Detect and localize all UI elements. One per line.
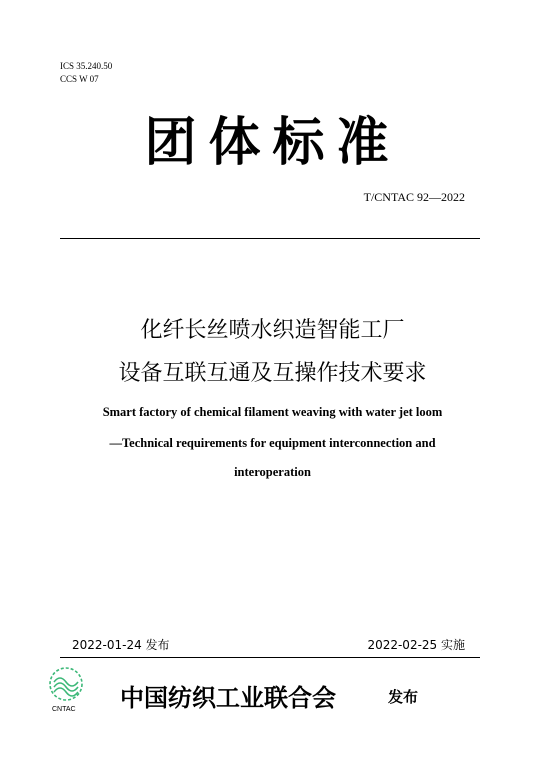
english-title-line-2: —Technical requirements for equipment interconnection and	[109, 436, 436, 450]
publisher-name: 中国纺织工业联合会	[120, 684, 336, 712]
standard-number: T/CNTAC 92—2022	[363, 190, 465, 204]
release-date: 2022-01-24 发布	[72, 638, 170, 652]
top-divider	[60, 238, 480, 239]
cntac-logo-icon	[44, 664, 88, 704]
publish-label: 发布	[388, 688, 419, 706]
bottom-divider	[60, 657, 480, 658]
ccs-code: CCS W 07	[60, 74, 99, 84]
ics-code: ICS 35.240.50	[60, 61, 113, 71]
classification-codes	[60, 60, 112, 86]
english-title-line-1: Smart factory of chemical filament weaving with water jet loom	[102, 405, 443, 419]
cntac-logo-text: CNTAC	[52, 706, 76, 713]
implementation-date: 2022-02-25 实施	[367, 638, 465, 652]
english-title-line-3: interoperation	[234, 465, 311, 479]
document-type-title: 团体标准	[144, 112, 401, 173]
chinese-title-line-2: 设备互联互通及互操作技术要求	[118, 361, 427, 386]
chinese-title-line-1: 化纤长丝喷水织造智能工厂	[140, 318, 405, 343]
